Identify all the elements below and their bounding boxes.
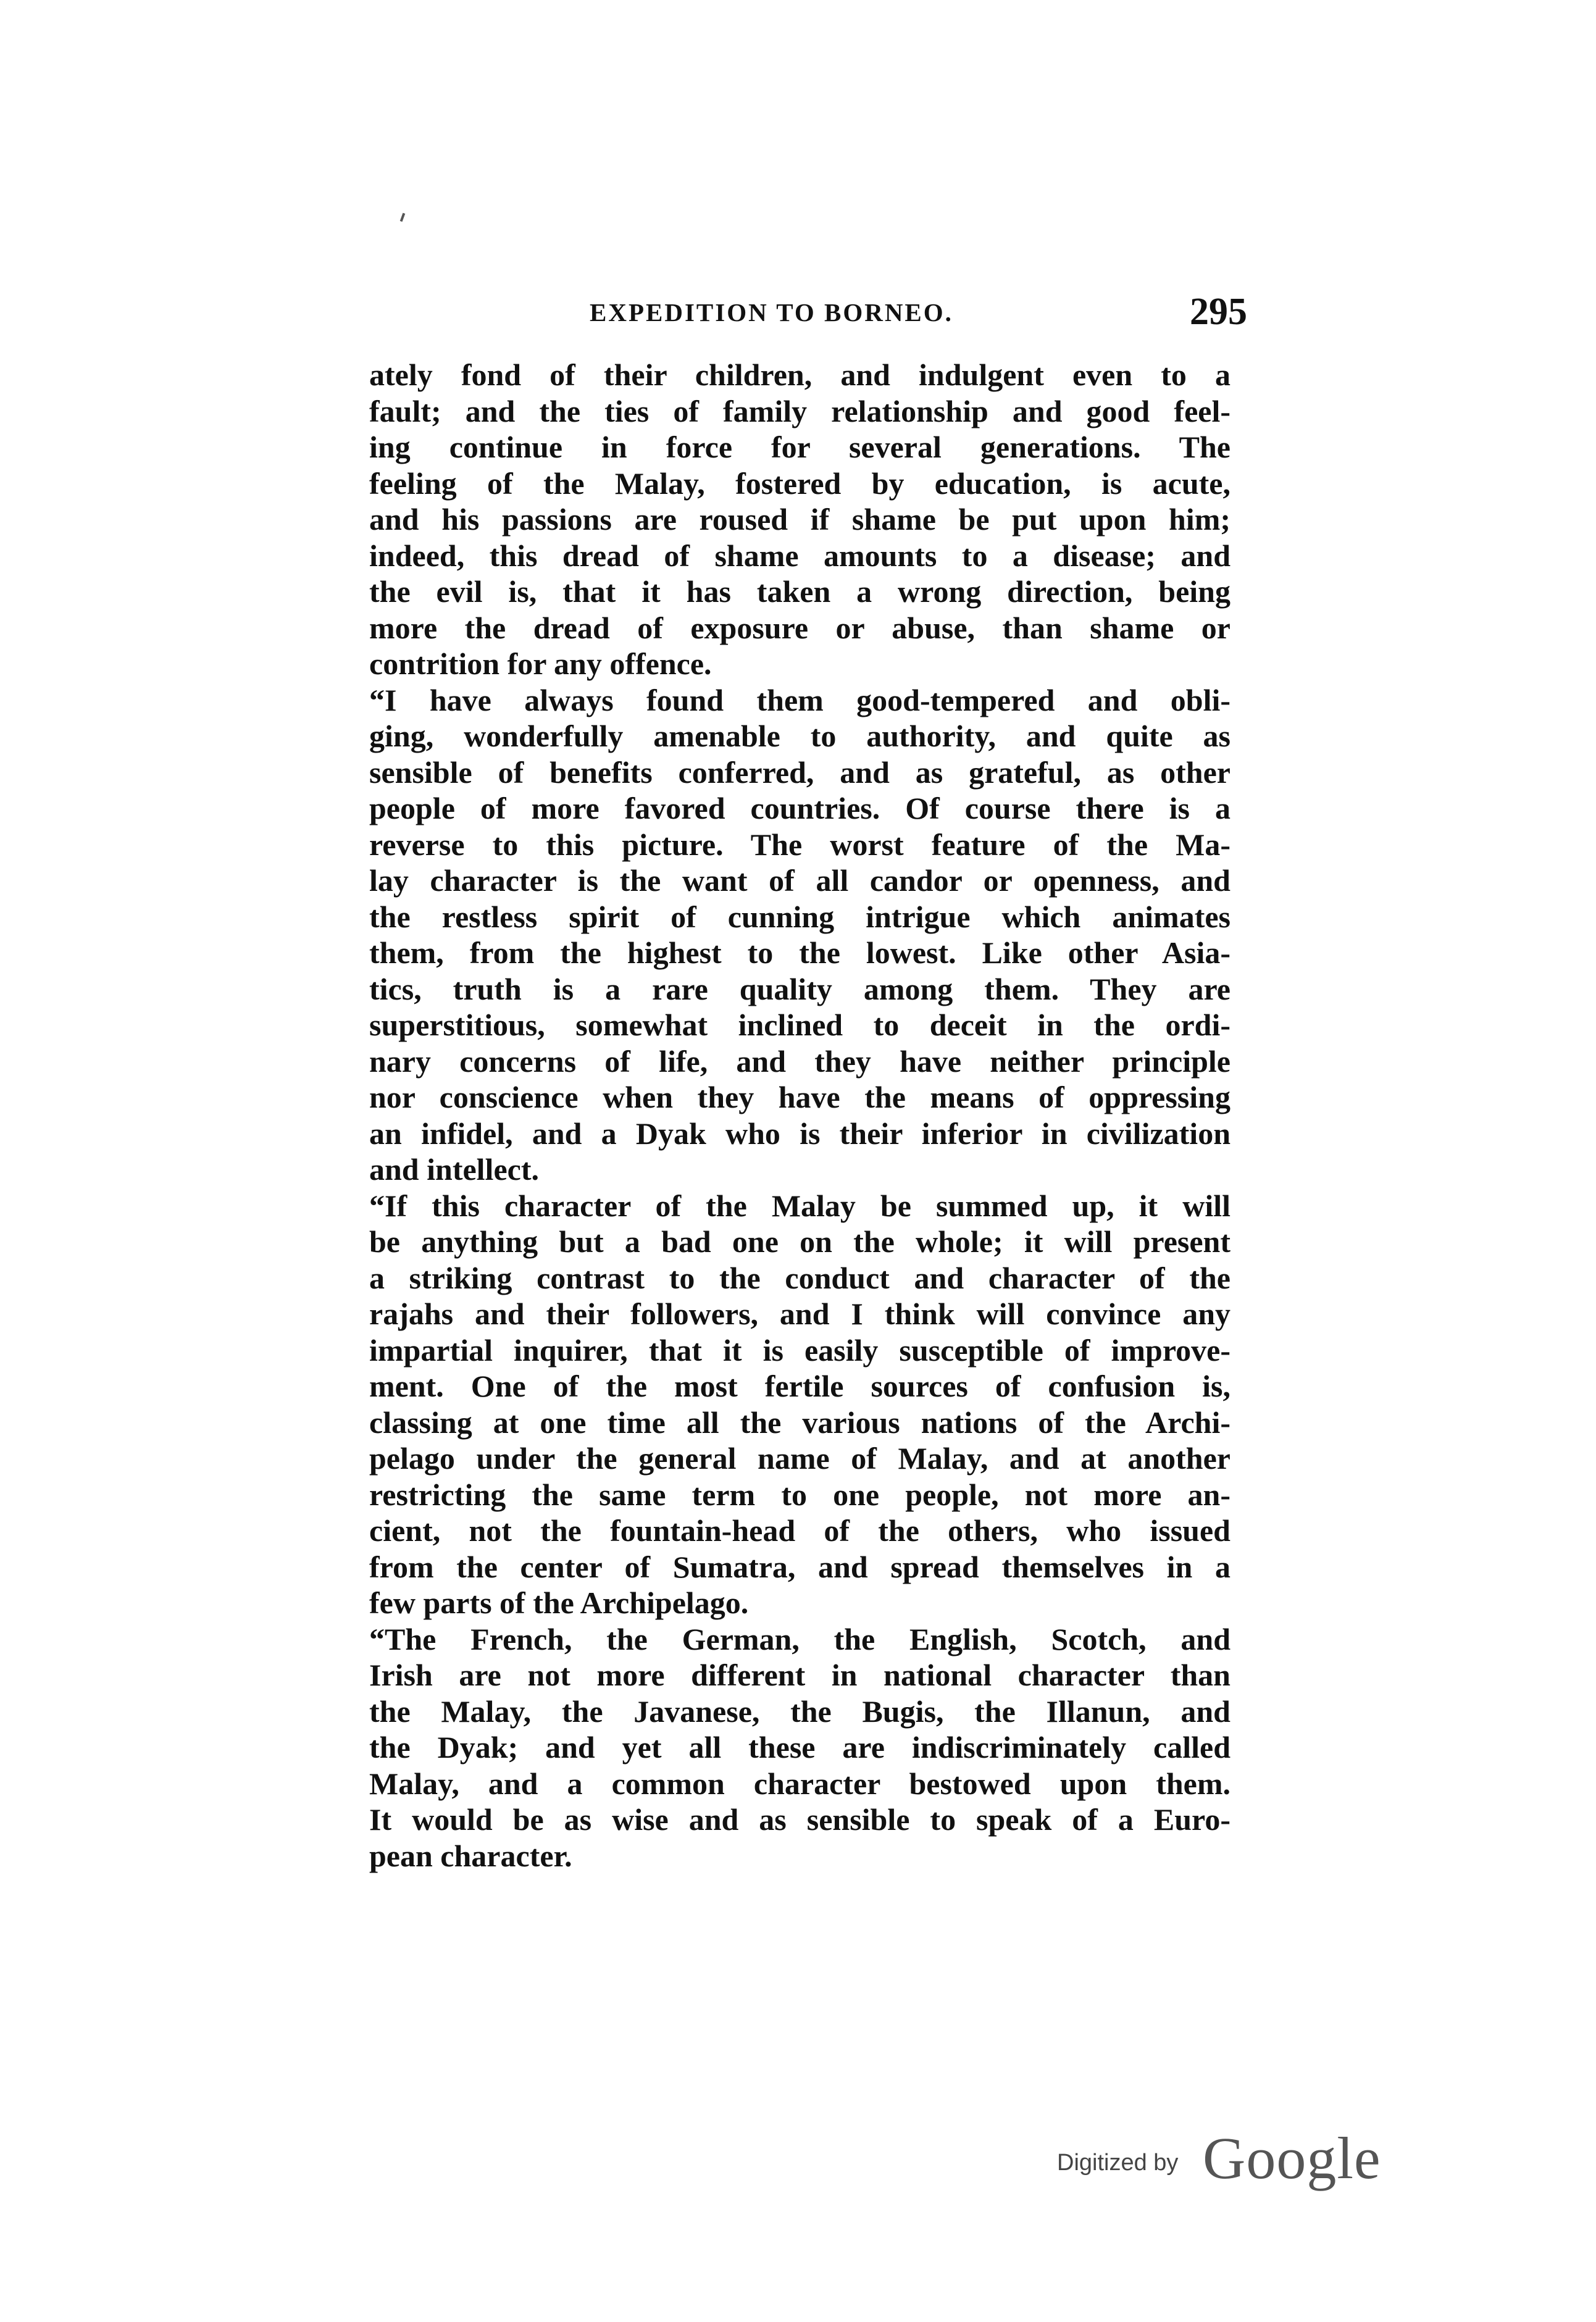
text-line: few parts of the Archipelago. bbox=[369, 1585, 749, 1620]
text-line: pelago under the general name of Malay, and at another bbox=[369, 1441, 1230, 1476]
text-line: a striking contrast to the conduct and character of the bbox=[369, 1260, 1230, 1295]
text-line: from the center of Sumatra, and spread themselves in a bbox=[369, 1549, 1230, 1584]
text-line: impartial inquirer, that it is easily susceptible of improve- bbox=[369, 1332, 1230, 1368]
text-line: the Malay, the Javanese, the Bugis, the Illanun, and bbox=[369, 1693, 1230, 1729]
text-line: indeed, this dread of shame amounts to a disease; and bbox=[369, 538, 1230, 573]
text-line: superstitious, somewhat inclined to deceit in the ordi- bbox=[369, 1008, 1230, 1042]
text-line: and intellect. bbox=[369, 1152, 539, 1187]
text-line: cient, not the fountain-head of the others, who issued bbox=[369, 1513, 1230, 1548]
text-line: the Dyak; and yet all these are indiscriminately called bbox=[369, 1730, 1230, 1764]
text-line: them, from the highest to the lowest. Like other Asia- bbox=[369, 935, 1230, 970]
text-line: It would be as wise and as sensible to speak of a Euro- bbox=[369, 1802, 1230, 1837]
page-number: 295 bbox=[1190, 291, 1247, 333]
text-line: restricting the same term to one people, not more an- bbox=[369, 1477, 1230, 1512]
text-line: nary concerns of life, and they have neither principle bbox=[369, 1043, 1230, 1079]
text-line: “I have always found them good-tempered and obli- bbox=[369, 682, 1230, 717]
text-line: “The French, the German, the English, Scotch, and bbox=[369, 1621, 1230, 1656]
body-text bbox=[369, 357, 1230, 1874]
text-line: Malay, and a common character bestowed upon them. bbox=[369, 1766, 1230, 1801]
text-line: ging, wonderfully amenable to authority, and quite as bbox=[369, 719, 1230, 753]
text-line: reverse to this picture. The worst feature of the Ma- bbox=[369, 827, 1230, 862]
text-line: tics, truth is a rare quality among them. They are bbox=[369, 971, 1230, 1006]
text-line: sensible of benefits conferred, and as grateful, as other bbox=[369, 754, 1230, 790]
text-line: nor conscience when they have the means of oppressing bbox=[369, 1080, 1230, 1114]
text-line: contrition for any offence. bbox=[369, 646, 712, 681]
text-line: the restless spirit of cunning intrigue which animates bbox=[369, 899, 1230, 934]
ink-speck bbox=[400, 213, 406, 222]
text-line: classing at one time all the various nations of the Archi- bbox=[369, 1405, 1230, 1440]
text-line: feeling of the Malay, fostered by education, is acute, bbox=[369, 466, 1230, 501]
text-line: fault; and the ties of family relationship and good feel- bbox=[369, 393, 1230, 428]
text-line: Irish are not more different in national character than bbox=[369, 1658, 1230, 1692]
running-head bbox=[370, 290, 1253, 333]
digitization-watermark bbox=[1057, 2124, 1390, 2192]
text-line: and his passions are roused if shame be put upon him; bbox=[369, 502, 1230, 537]
text-line: ing continue in force for several generations. The bbox=[369, 430, 1230, 464]
text-line: an infidel, and a Dyak who is their inferior in civilization bbox=[369, 1116, 1230, 1151]
text-line: rajahs and their followers, and I think will convince any bbox=[369, 1297, 1230, 1331]
text-line: be anything but a bad one on the whole; it will present bbox=[369, 1224, 1230, 1259]
text-line: pean character. bbox=[369, 1838, 572, 1873]
text-line: ment. One of the most fertile sources of confusion is, bbox=[369, 1369, 1230, 1403]
text-line: the evil is, that it has taken a wrong direction, being bbox=[369, 574, 1230, 609]
text-line: more the dread of exposure or abuse, than shame or bbox=[369, 610, 1230, 645]
text-line: lay character is the want of all candor or openness, and bbox=[369, 863, 1230, 898]
google-logo: Google bbox=[1203, 2125, 1381, 2191]
text-line: people of more favored countries. Of course there is a bbox=[369, 791, 1230, 825]
digitized-by-label: Digitized by bbox=[1057, 2150, 1179, 2176]
running-title: EXPEDITION TO BORNEO. bbox=[590, 298, 953, 327]
text-line: ately fond of their children, and indulgent even to a bbox=[369, 357, 1230, 392]
text-line: “If this character of the Malay be summed up, it will bbox=[369, 1188, 1230, 1223]
